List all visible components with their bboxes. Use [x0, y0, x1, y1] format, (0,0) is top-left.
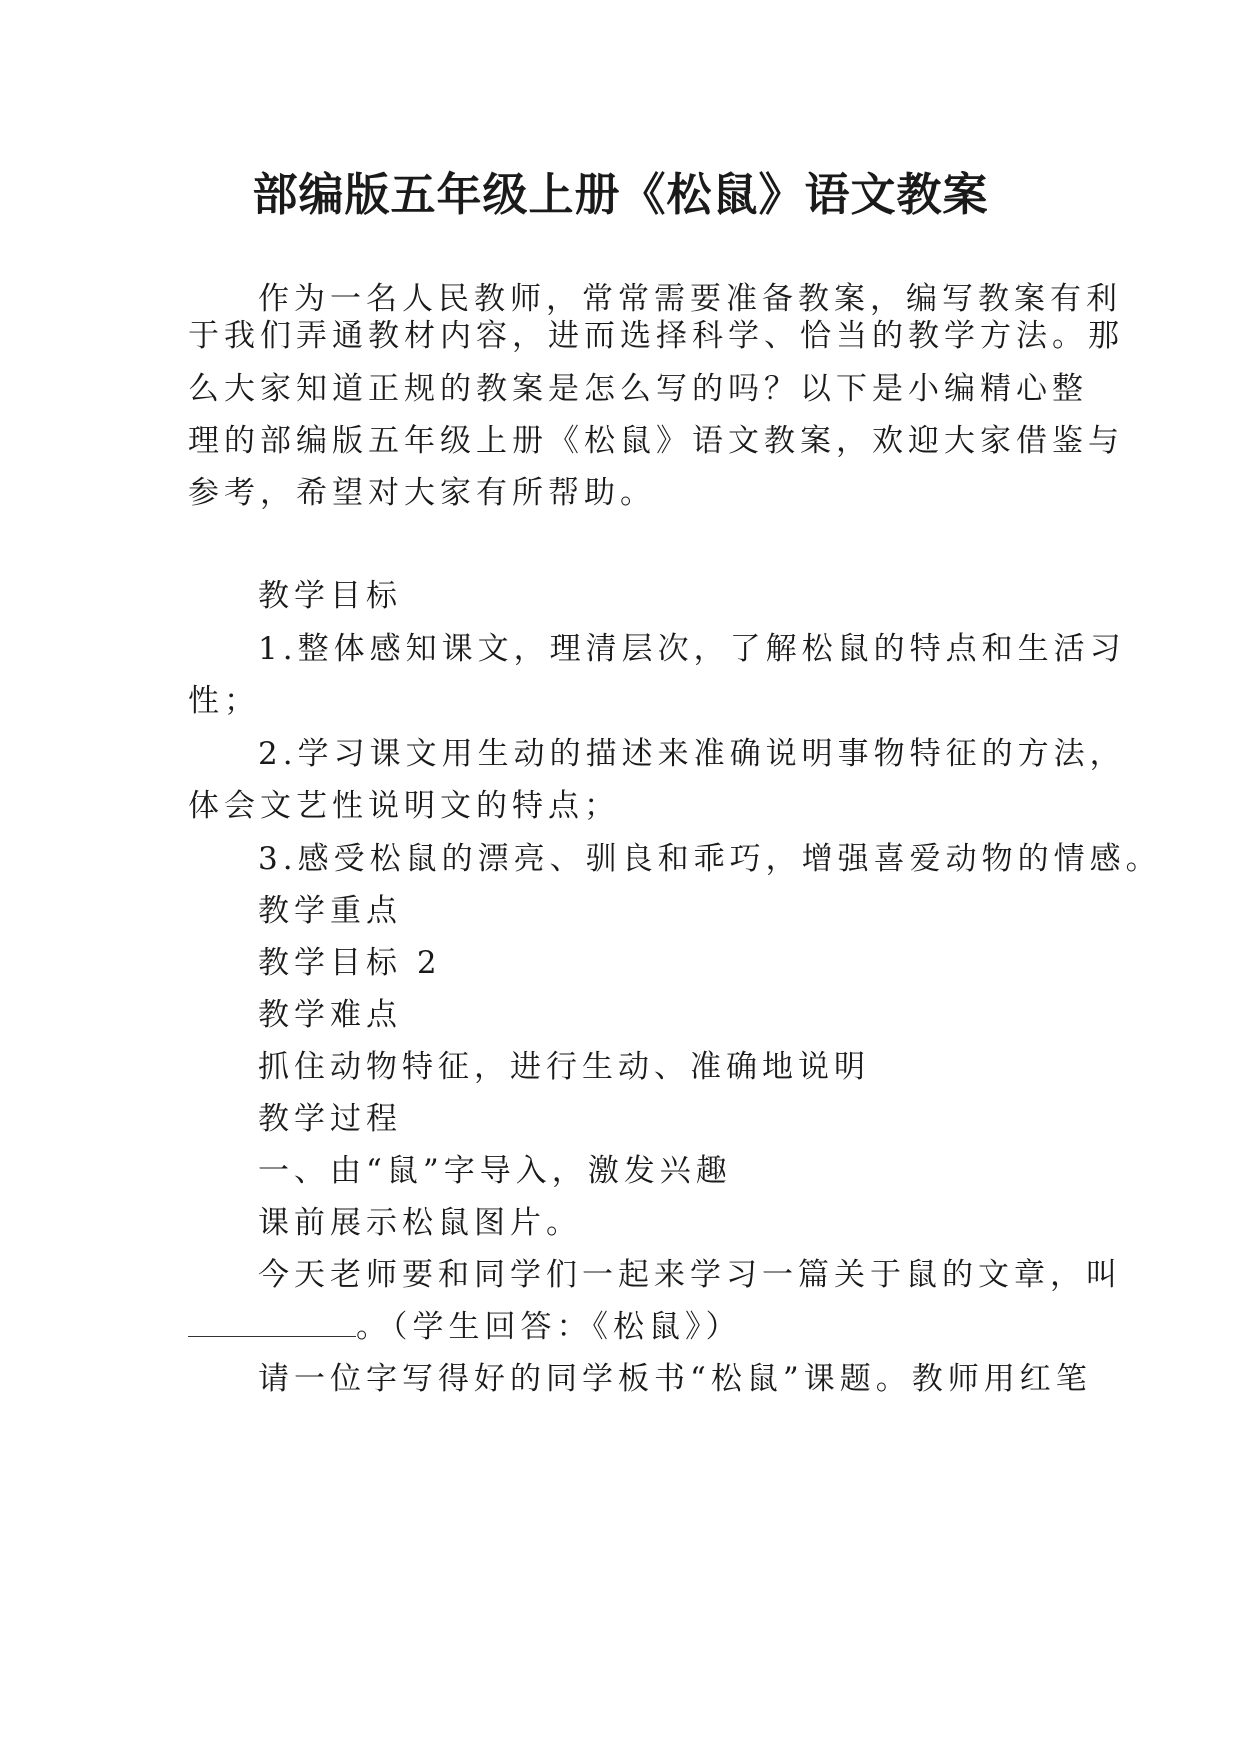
goal-2-line-2: 体会文艺性说明文的特点； — [188, 788, 620, 824]
step-1-paragraph-3: 请一位字写得好的同学板书“松鼠”课题。教师用红笔 — [258, 1361, 1092, 1397]
section-heading-goals: 教学目标 — [258, 578, 402, 614]
step-1-answer-text: 。（学生回答：《松鼠》） — [356, 1309, 742, 1345]
goal-2-line-1: 2.学习课文用生动的描述来准确说明事物特征的方法， — [258, 736, 1126, 772]
section-heading-difficulties: 教学难点 — [258, 997, 402, 1033]
intro-line-2: 于我们弄通教材内容，进而选择科学、恰当的教学方法。那 — [188, 318, 1124, 354]
section-heading-process: 教学过程 — [258, 1101, 402, 1137]
step-1-paragraph-1: 课前展示松鼠图片。 — [258, 1205, 582, 1241]
section-heading-key-points: 教学重点 — [258, 893, 402, 929]
step-1-paragraph-2-line-1: 今天老师要和同学们一起来学习一篇关于鼠的文章，叫 — [258, 1257, 1122, 1293]
intro-line-1: 作为一名人民教师，常常需要准备教案，编写教案有利 — [258, 281, 1122, 317]
intro-line-3: 么大家知道正规的教案是怎么写的吗？以下是小编精心整 — [188, 371, 1088, 407]
fill-in-blank — [188, 1308, 356, 1337]
goal-1-line-1: 1.整体感知课文，理清层次，了解松鼠的特点和生活习 — [258, 631, 1126, 667]
step-1-heading: 一、由“鼠”字导入，激发兴趣 — [258, 1153, 732, 1189]
goal-1-line-2: 性； — [188, 683, 260, 719]
step-1-paragraph-2-line-2 — [188, 1298, 1058, 1356]
goal-3: 3.感受松鼠的漂亮、驯良和乖巧，增强喜爱动物的情感。 — [258, 841, 1162, 877]
key-points-text: 教学目标 2 — [258, 945, 442, 981]
difficulties-text: 抓住动物特征，进行生动、准确地说明 — [258, 1049, 870, 1085]
intro-line-4: 理的部编版五年级上册《松鼠》语文教案，欢迎大家借鉴与 — [188, 423, 1124, 459]
document-title: 部编版五年级上册《松鼠》语文教案 — [252, 168, 989, 221]
intro-line-5: 参考，希望对大家有所帮助。 — [188, 475, 656, 511]
